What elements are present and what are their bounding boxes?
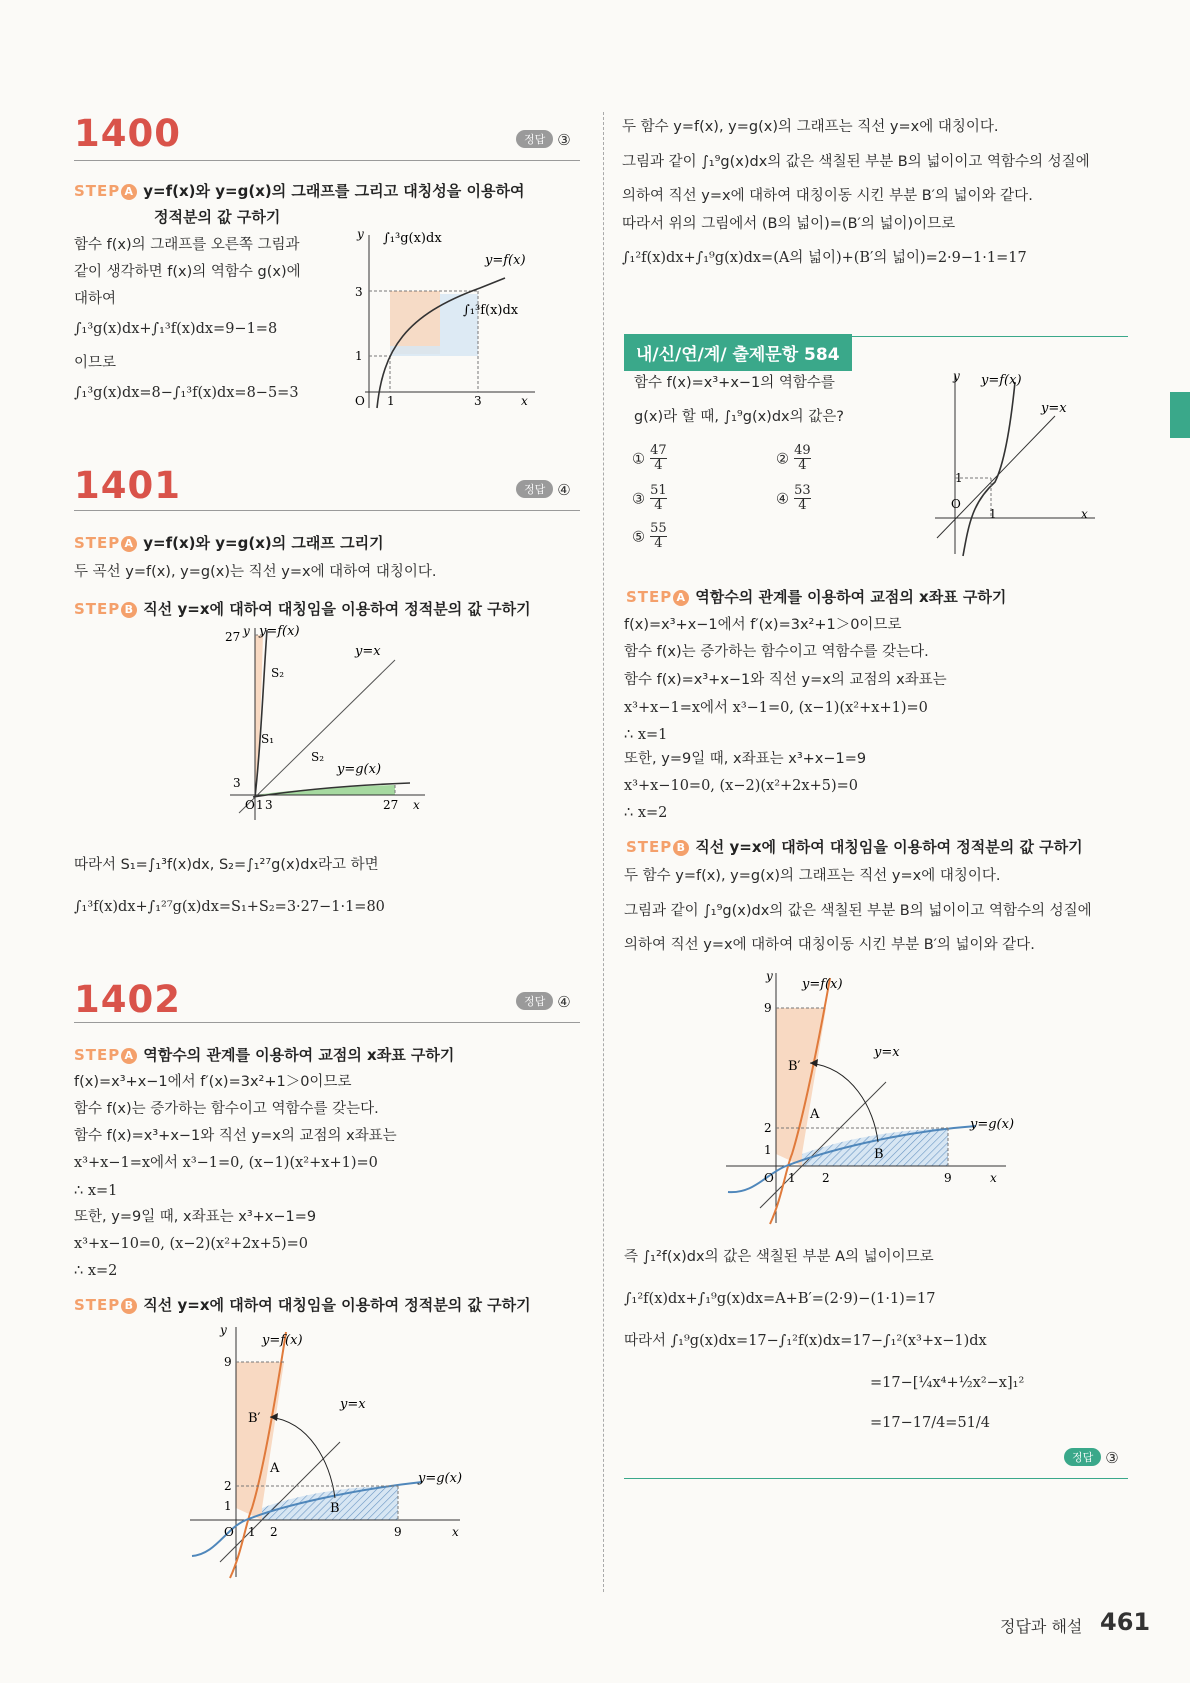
text-line: 두 곡선 y=f(x), y=g(x)는 직선 y=x에 대하여 대칭이다. (74, 564, 437, 580)
step-a-related: STEP A 역함수의 관계를 이용하여 교점의 x좌표 구하기 (626, 588, 1007, 606)
axis-label: x (413, 798, 420, 812)
tick-label: 27 (383, 798, 399, 812)
tick-label: 2 (822, 1171, 830, 1185)
tick-label: 2 (764, 1121, 772, 1135)
choice-5[interactable]: ⑤ $\frac{55}{4}$ (632, 521, 667, 552)
text-line: 그림과 같이 ∫₁⁹g(x)dx의 값은 색칠된 부분 B의 넓이이고 역함수의 성질에 (622, 154, 1090, 170)
step-tag: STEP A (626, 588, 689, 606)
text-line: 의하여 직선 y=x에 대하여 대칭이동 시킨 부분 B′의 넓이와 같다. (622, 188, 1033, 204)
label-gx: y=g(x) (337, 762, 382, 777)
arrow (810, 1063, 878, 1142)
answer-badge: 정답 (516, 992, 553, 1010)
answer-1401 (516, 480, 571, 499)
equation: 따라서 ∫₁⁹g(x)dx=17−∫₁²f(x)dx=17−∫₁²(x³+x−1)dx (624, 1333, 987, 1349)
text-line: 또한, y=9일 때, x좌표는 x³+x−1=9 (624, 751, 867, 767)
axis-label: y (766, 969, 773, 983)
label-s1: S₁ (261, 732, 275, 746)
answer-badge: 정답 (516, 130, 553, 148)
step-tag: STEP B (74, 600, 137, 618)
equation: =17−[¼x⁴+½x²−x]₁² (870, 1375, 1025, 1391)
choice-2[interactable]: ② $\frac{49}{4}$ (776, 443, 811, 474)
shaded-region (390, 291, 440, 346)
text-line: 함수 f(x)=x³+x−1와 직선 y=x의 교점의 x좌표는 (74, 1128, 397, 1144)
text-line: f(x)=x³+x−1에서 f′(x)=3x²+1＞0이므로 (624, 617, 902, 633)
tick-label: 1 (224, 1499, 232, 1513)
divider (74, 510, 580, 511)
step-a-1400-cont: 정적분의 값 구하기 (154, 208, 281, 226)
text-line: 두 함수 y=f(x), y=g(x)의 그래프는 직선 y=x에 대칭이다. (624, 868, 1001, 884)
equation: x³+x−10=0, (x−2)(x²+2x+5)=0 (74, 1236, 308, 1252)
text-line: 따라서 S₁=∫₁³f(x)dx, S₂=∫₁²⁷g(x)dx라고 하면 (74, 857, 379, 873)
label-bprime: B′ (248, 1411, 261, 1426)
curve-f (963, 382, 1015, 556)
equation: ∫₁²f(x)dx+∫₁⁹g(x)dx=(A의 넓이)+(B′의 넓이)=2·9−1·1=17 (622, 250, 1027, 266)
text-line: 대하여 (74, 291, 117, 307)
answer-related (1064, 1448, 1119, 1467)
equation: ∫₁²f(x)dx+∫₁⁹g(x)dx=A+B′=(2·9)−(1·1)=17 (624, 1291, 936, 1307)
tick-label: 3 (355, 285, 363, 299)
tick-label: 3 (233, 776, 241, 790)
axis-label: x (990, 1171, 997, 1185)
question-text: g(x)라 할 때, ∫₁⁹g(x)dx의 값은? (634, 409, 844, 425)
origin-label: O (764, 1171, 774, 1185)
equation: ∴ x=1 (624, 727, 668, 743)
graph-1400 (355, 230, 555, 410)
tick-label: 1 (355, 349, 363, 363)
origin-label: O (355, 394, 365, 408)
label-s2: S₂ (311, 750, 325, 764)
text-line: 즉 ∫₁²f(x)dx의 값은 색칠된 부분 A의 넓이이므로 (624, 1249, 934, 1265)
region-bprime (776, 1008, 826, 1154)
equation: ∴ x=2 (624, 805, 668, 821)
label-gx: y=g(x) (970, 1117, 1015, 1132)
step-tag: STEP A (74, 534, 137, 552)
column-divider (603, 112, 604, 1592)
answer-badge: 정답 (1064, 1448, 1101, 1466)
choice-1[interactable]: ① $\frac{47}{4}$ (632, 443, 667, 474)
text-line: 두 함수 y=f(x), y=g(x)의 그래프는 직선 y=x에 대칭이다. (622, 119, 999, 135)
axis-label: x (1081, 507, 1088, 521)
text-line: 함수 f(x)는 증가하는 함수이고 역함수를 갖는다. (74, 1101, 379, 1117)
choice-3[interactable]: ③ $\frac{51}{4}$ (632, 483, 667, 514)
label-fx: y=f(x) (485, 253, 526, 268)
text-line: 함수 f(x)의 그래프를 오른쪽 그림과 (74, 237, 300, 253)
tick-label: 3 (474, 394, 482, 408)
label-fx: y=f(x) (259, 625, 300, 639)
divider (840, 336, 1128, 337)
problem-number-1402: 1402 (74, 978, 181, 1021)
graph-1402 (190, 1322, 480, 1582)
equation: =17−17/4=51/4 (870, 1415, 991, 1431)
text-line: 또한, y=9일 때, x좌표는 x³+x−1=9 (74, 1209, 317, 1225)
problem-number-1401: 1401 (74, 464, 181, 507)
tick-label: 1 (989, 507, 997, 521)
step-tag: STEP B (626, 838, 689, 856)
divider (74, 160, 580, 161)
origin-label: O (224, 1525, 234, 1539)
label-fx: y=f(x) (981, 373, 1022, 388)
step-tag: STEP B (74, 1296, 137, 1314)
equation: ∴ x=2 (74, 1263, 118, 1279)
footer-label: 정답과 해설 (1000, 1617, 1083, 1636)
choice-4[interactable]: ④ $\frac{53}{4}$ (776, 483, 811, 514)
equation: ∫₁³g(x)dx+∫₁³f(x)dx=9−1=8 (74, 321, 278, 337)
axis-label: y (953, 372, 960, 383)
related-problem-banner: 내/신/연/계/ 출제문항 584 (624, 334, 852, 371)
tick-label: 3 (265, 798, 273, 812)
text-line: 이므로 (74, 355, 117, 371)
tick-label: 1 (764, 1143, 772, 1157)
divider (74, 1022, 580, 1023)
label-b: B (874, 1147, 884, 1162)
label-int-f: ∫₁³f(x)dx (463, 303, 519, 318)
equation: ∫₁³f(x)dx+∫₁²⁷g(x)dx=S₁+S₂=3·27−1·1=80 (74, 899, 385, 915)
label-yx: y=x (874, 1045, 900, 1060)
label-yx: y=x (340, 1397, 366, 1412)
page-number: 461 (1100, 1608, 1151, 1636)
axis-label: x (452, 1525, 459, 1539)
tick-label: 1 (248, 1525, 256, 1539)
label-fx: y=f(x) (802, 977, 843, 992)
step-b-1401: STEP B 직선 y=x에 대하여 대칭임을 이용하여 정적분의 값 구하기 (74, 600, 531, 618)
tick-label: 2 (270, 1525, 278, 1539)
tick-label: 9 (764, 1001, 772, 1015)
label-fx: y=f(x) (262, 1333, 303, 1348)
tick-label: 9 (224, 1355, 232, 1369)
text-line: 같이 생각하면 f(x)의 역함수 g(x)에 (74, 264, 301, 280)
text-line: 함수 f(x)=x³+x−1와 직선 y=x의 교점의 x좌표는 (624, 672, 947, 688)
answer-value: ④ (557, 481, 571, 499)
label-a: A (810, 1107, 820, 1122)
problem-number-1400: 1400 (74, 112, 181, 155)
equation: x³+x−1=x에서 x³−1=0, (x−1)(x²+x+1)=0 (74, 1155, 378, 1171)
tick-label: 1 (387, 394, 395, 408)
label-b: B (330, 1501, 340, 1516)
step-tag: STEP A (74, 182, 137, 200)
axis-label: y (357, 230, 364, 241)
tick-label: 1 (955, 471, 963, 485)
text-line: 따라서 위의 그림에서 (B의 넓이)=(B′의 넓이)이므로 (622, 216, 956, 232)
tick-label: 27 (225, 630, 241, 644)
axis-label: y (220, 1323, 227, 1337)
graph-1401 (225, 625, 435, 825)
axis-label: x (521, 394, 528, 408)
axis-label: y (243, 625, 250, 638)
answer-value: ③ (557, 131, 571, 149)
label-a: A (270, 1461, 280, 1476)
question-graph (935, 372, 1095, 557)
text-line: 그림과 같이 ∫₁⁹g(x)dx의 값은 색칠된 부분 B의 넓이이고 역함수의 성질에 (624, 903, 1092, 919)
label-gx: y=g(x) (418, 1471, 463, 1486)
label-int-g: ∫₁³g(x)dx (383, 231, 442, 246)
answer-1400 (516, 130, 571, 149)
chapter-tab (1170, 392, 1190, 438)
divider (624, 1478, 1128, 1479)
tick-label: 2 (224, 1479, 232, 1493)
label-bprime: B′ (788, 1059, 801, 1074)
label-s2: S₂ (271, 666, 285, 680)
step-a-1401: STEP A y=f(x)와 y=g(x)의 그래프 그리기 (74, 534, 384, 552)
equation: x³+x−1=x에서 x³−1=0, (x−1)(x²+x+1)=0 (624, 700, 928, 716)
origin-label: O (951, 497, 961, 511)
answer-badge: 정답 (516, 480, 553, 498)
answer-value: ④ (557, 993, 571, 1011)
step-b-related: STEP B 직선 y=x에 대하여 대칭임을 이용하여 정적분의 값 구하기 (626, 838, 1083, 856)
equation: x³+x−10=0, (x−2)(x²+2x+5)=0 (624, 778, 858, 794)
step-a-1400: STEP A y=f(x)와 y=g(x)의 그래프를 그리고 대칭성을 이용하여 (74, 182, 525, 200)
origin-label: O (245, 798, 255, 812)
text-line: 함수 f(x)는 증가하는 함수이고 역함수를 갖는다. (624, 644, 929, 660)
tick-label: 1 (256, 798, 264, 812)
text-line: f(x)=x³+x−1에서 f′(x)=3x²+1＞0이므로 (74, 1074, 352, 1090)
question-text: 함수 f(x)=x³+x−1의 역함수를 (634, 375, 835, 391)
tick-label: 9 (394, 1525, 402, 1539)
step-tag: STEP A (74, 1046, 137, 1064)
text-line: 의하여 직선 y=x에 대하여 대칭이동 시킨 부분 B′의 넓이와 같다. (624, 937, 1035, 953)
equation: ∴ x=1 (74, 1183, 118, 1199)
graph-related (726, 968, 1016, 1228)
label-yx: y=x (355, 644, 381, 659)
step-a-1402: STEP A 역함수의 관계를 이용하여 교점의 x좌표 구하기 (74, 1046, 455, 1064)
tick-label: 1 (788, 1171, 796, 1185)
label-yx: y=x (1041, 401, 1067, 416)
tick-label: 9 (944, 1171, 952, 1185)
answer-value: ③ (1105, 1449, 1119, 1467)
step-b-1402: STEP B 직선 y=x에 대하여 대칭임을 이용하여 정적분의 값 구하기 (74, 1296, 531, 1314)
answer-1402 (516, 992, 571, 1011)
equation: ∫₁³g(x)dx=8−∫₁³f(x)dx=8−5=3 (74, 385, 299, 401)
